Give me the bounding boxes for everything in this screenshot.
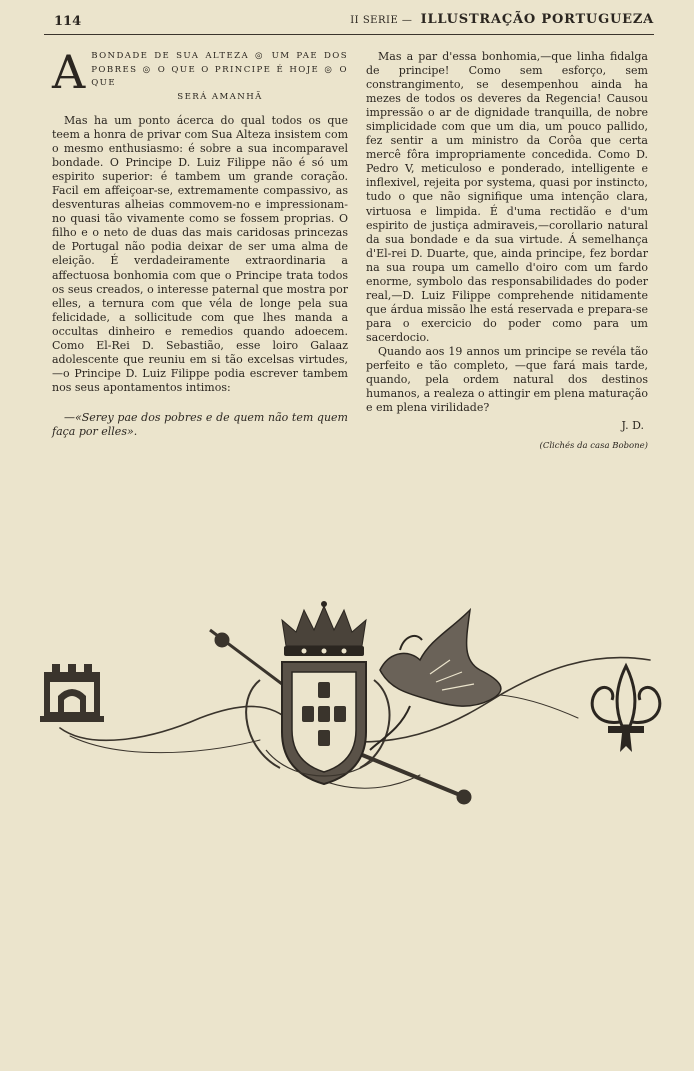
left-column bbox=[52, 45, 348, 439]
photo-credit: (Clichés da casa Bobone) bbox=[539, 441, 648, 452]
headline-line-2: SERÁ AMANHÃ bbox=[177, 91, 263, 102]
left-paragraph: Mas ha um ponto ácerca do qual todos os que teem a honra de privar com Sua Alteza insistem com o mesmo enthusiasmo: é sobre a sua incomparavel bondade. O Principe D. Luiz Filippe não é só um espirito superior: é tambem um grande coração. Facil em affeiçoar-se, extremamente compassivo, as desventuras alheias commovem-no e impressionam-no quasi tão vivamente como se fossem proprias. O filho e o neto de duas das mais caridosas princezas de Portugal não podia deixar de ser uma alma de eleição. É verdadeiramente extraordinaria a affectuosa bonhomia com que o Principe trata todos os seus creados, o interesse paternal que mostra por elles, a ternura com que véla de longe pela sua felicidade, a sollicitude com que lhes manda a occultas dinheiro e remedios quando adoecem. Como El-Rei D. Sebastião, esse loiro Galaaz adolescente que reuniu em si tão excelsas virtudes,—o Principe D. Luiz Filippe podia escrever tambem nos seus apontamentos intimos: bbox=[52, 114, 348, 394]
right-paragraph-1: Mas a par d'essa bonhomia,—que linha fidalga de principe! Como sem esforço, sem constrangimento, se desempenhou ainda ha mezes de todos os deveres da Regencia! Causou impressão o ar de dignidade tranquilla, de nobre simplicidade com que um dia, um pouco pallido, fez sentir a um ministro da Corôa que certa mercê fôra impropriamente concedida. Como D. Pedro V, meticuloso e ponderado, intelligente e inflexivel, rejeita por systema, quasi por instincto, tudo o que não signifique uma intenção clara, virtuosa e limpida. É d'uma rectidão e d'um espirito de justiça admiraveis,—corollario natural da sua bondade e da sua virtude. Á semelhança d'El-rei D. Duarte, que, ainda principe, fez bordar na sua roupa um camello d'oiro com um fardo enorme, symbolo das responsabilidades do poder real,—D. Luiz Filippe comprehende nitidamente que árdua missão lhe está reservada e prepara-se para o exercicio do poder como para um sacerdocio. bbox=[366, 50, 648, 344]
magazine-title: ILLUSTRAÇÃO PORTUGUEZA bbox=[420, 12, 654, 27]
drop-cap: A bbox=[52, 45, 86, 99]
page-header bbox=[54, 12, 654, 34]
author-signature: J. D. bbox=[621, 419, 644, 433]
crown-icon bbox=[282, 601, 366, 656]
fleur-de-lis-icon bbox=[592, 666, 660, 752]
heraldic-ornament bbox=[30, 600, 670, 820]
right-column bbox=[366, 50, 648, 453]
castle-icon bbox=[40, 664, 104, 722]
running-title bbox=[350, 12, 654, 27]
page-number: 114 bbox=[54, 14, 82, 29]
headline-line-1: BONDADE DE SUA ALTEZA ◎ UM PAE DOS POBRES ◎ O QUE O PRINCIPE É HOJE ◎ O QUE bbox=[91, 51, 348, 88]
article-headline bbox=[52, 45, 348, 104]
right-paragraph-2: Quando aos 19 annos um principe se revéla tão perfeito e tão completo, —que fará mais tarde, quando, pela ordem natural dos destinos humanos, a realeza o attingir em plena maturação e em plena virilidade? bbox=[366, 344, 648, 415]
series-label: II SERIE — bbox=[350, 15, 413, 26]
portuguese-arms-icon bbox=[282, 662, 366, 784]
header-rule bbox=[44, 34, 654, 35]
quote: —«Serey pae dos pobres e de quem não tem quem faça por elles». bbox=[52, 410, 348, 438]
